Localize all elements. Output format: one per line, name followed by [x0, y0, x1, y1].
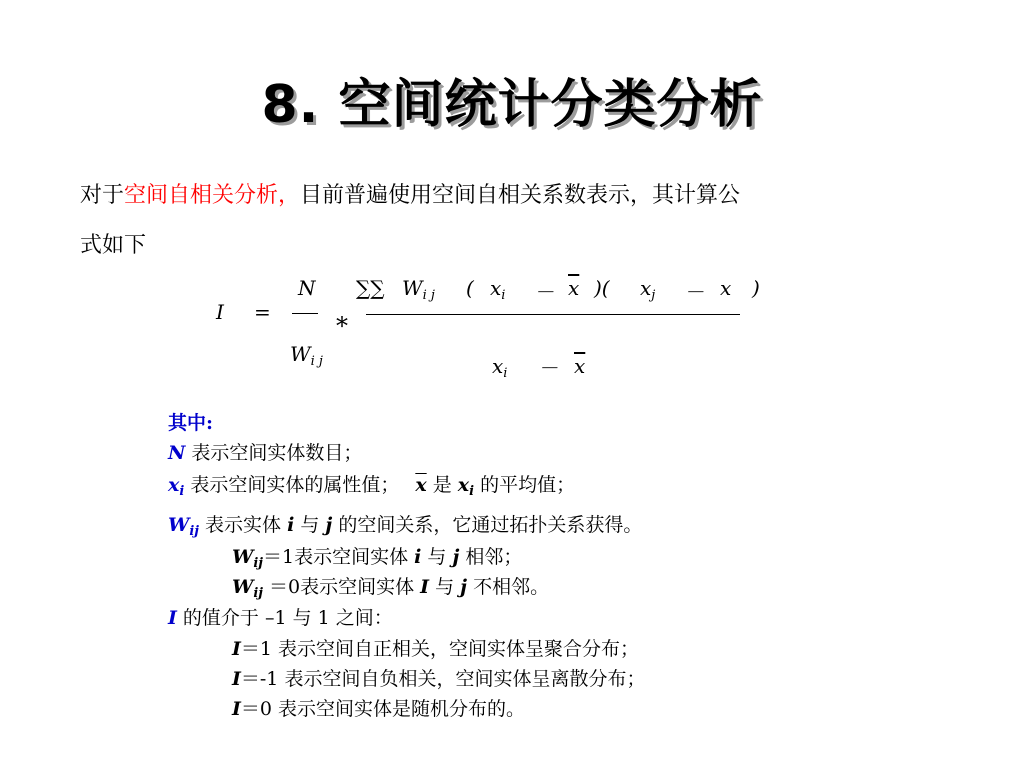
formula-w-num-symbol: W	[402, 276, 423, 300]
note-n-symbol: N	[168, 442, 186, 464]
formula-xi-symbol: x	[490, 276, 502, 300]
note-w1-text-b: 与	[421, 546, 453, 568]
formula-w-den-symbol: W	[290, 342, 311, 366]
formula-w-den	[290, 342, 323, 369]
note-x-sub: i	[179, 484, 185, 499]
note-w0-text-c: 不相邻。	[467, 576, 550, 598]
note-w	[168, 510, 642, 537]
formula-sigma: ∑∑	[356, 276, 385, 300]
note-w-symbol: W	[168, 514, 190, 536]
note-w-text-a: 表示实体	[199, 514, 288, 536]
note-x-text: 表示空间实体的属性值；	[184, 474, 400, 496]
formula-xi-sub: i	[501, 288, 506, 303]
formula-equals: =	[254, 300, 271, 324]
formula-den-xi	[492, 354, 508, 381]
formula-lparen-1: (	[466, 276, 474, 300]
formula-xi	[490, 276, 506, 303]
note-xbar-symbol: $\overline{x}$	[415, 474, 427, 496]
fraction-bar-small	[292, 313, 318, 314]
note-xi-sub: i	[469, 484, 475, 499]
note-mean-text: 的平均值；	[474, 474, 576, 496]
intro-highlight: 空间自相关分析，	[124, 183, 301, 208]
formula-w-num-sub: i j	[422, 288, 435, 303]
note-positive-text: ＝1 表示空间自正相关，空间实体呈聚合分布；	[240, 638, 640, 660]
note-n-text: 表示空间实体数目；	[185, 442, 363, 464]
note-w0-text-b: 与	[429, 576, 461, 598]
note-w1-i: i	[414, 546, 422, 568]
note-w-sub: ij	[189, 524, 199, 539]
formula-star: *	[336, 312, 348, 340]
note-range	[168, 603, 393, 630]
note-w-i: i	[287, 514, 295, 536]
note-w-text-b: 与	[294, 514, 326, 536]
formula-rparen-2: )	[752, 276, 760, 300]
intro-line-1	[80, 178, 740, 209]
formula-xj-symbol: x	[640, 276, 652, 300]
note-xi-symbol: x	[457, 474, 470, 496]
formula-minus-1: －	[534, 280, 554, 304]
formula-xbar: $\overline{x}$	[568, 276, 580, 300]
formula-x: x	[720, 276, 732, 300]
formula-den-minus: －	[538, 356, 558, 380]
note-w0-symbol: W	[232, 576, 254, 598]
note-w0-text-a: ＝0表示空间实体	[263, 576, 421, 598]
note-random-symbol: I	[232, 698, 241, 720]
note-x	[168, 470, 575, 497]
note-range-symbol: I	[168, 607, 177, 629]
note-n	[168, 438, 362, 465]
note-w1-text-c: 相邻；	[459, 546, 523, 568]
formula-xj	[640, 276, 656, 303]
note-w1-sub: ij	[253, 556, 263, 571]
note-w1	[232, 542, 522, 569]
notes-header-text: 其中:	[168, 412, 214, 434]
note-positive	[232, 634, 639, 661]
note-w1-symbol: W	[232, 546, 254, 568]
note-w0-sub: ij	[253, 586, 263, 601]
formula-den-x: $\overline{x}$	[574, 354, 586, 378]
note-negative-symbol: I	[232, 668, 241, 690]
note-w1-j: j	[452, 546, 460, 568]
note-w-j: j	[325, 514, 333, 536]
note-random-text: ＝0 表示空间实体是随机分布的。	[240, 698, 526, 720]
formula-minus-2: －	[684, 280, 704, 304]
note-w0	[232, 572, 549, 599]
formula-lhs: I	[216, 300, 224, 324]
formula-n: N	[298, 276, 316, 300]
note-is-text: 是	[426, 474, 458, 496]
formula-w-num	[402, 276, 435, 303]
note-negative	[232, 664, 645, 691]
note-random	[232, 694, 525, 721]
formula-xj-sub: j	[651, 288, 656, 303]
notes-header	[168, 408, 213, 435]
note-x-symbol: x	[168, 474, 180, 496]
note-range-text: 的值介于 –1 与 1 之间：	[176, 607, 393, 629]
fraction-bar-main	[366, 314, 740, 315]
formula-w-den-sub: i j	[310, 354, 323, 369]
note-w-text-c: 的空间关系，它通过拓扑关系获得。	[332, 514, 643, 536]
note-w0-I: I	[420, 576, 430, 598]
formula-rparen-lparen: )(	[594, 276, 610, 300]
note-w0-j: j	[460, 576, 468, 598]
formula-den-xi-symbol: x	[492, 354, 504, 378]
formula-den-xi-sub: i	[503, 366, 508, 381]
intro-lead: 对于	[80, 183, 125, 208]
intro-rest: 目前普遍使用空间自相关系数表示，其计算公	[300, 183, 741, 208]
slide-title: 8. 空间统计分类分析	[261, 75, 763, 135]
note-w1-text-a: ＝1表示空间实体	[263, 546, 415, 568]
note-positive-symbol: I	[232, 638, 241, 660]
note-negative-text: ＝-1 表示空间自负相关，空间实体呈离散分布；	[240, 668, 646, 690]
intro-line-2: 式如下	[80, 233, 147, 258]
